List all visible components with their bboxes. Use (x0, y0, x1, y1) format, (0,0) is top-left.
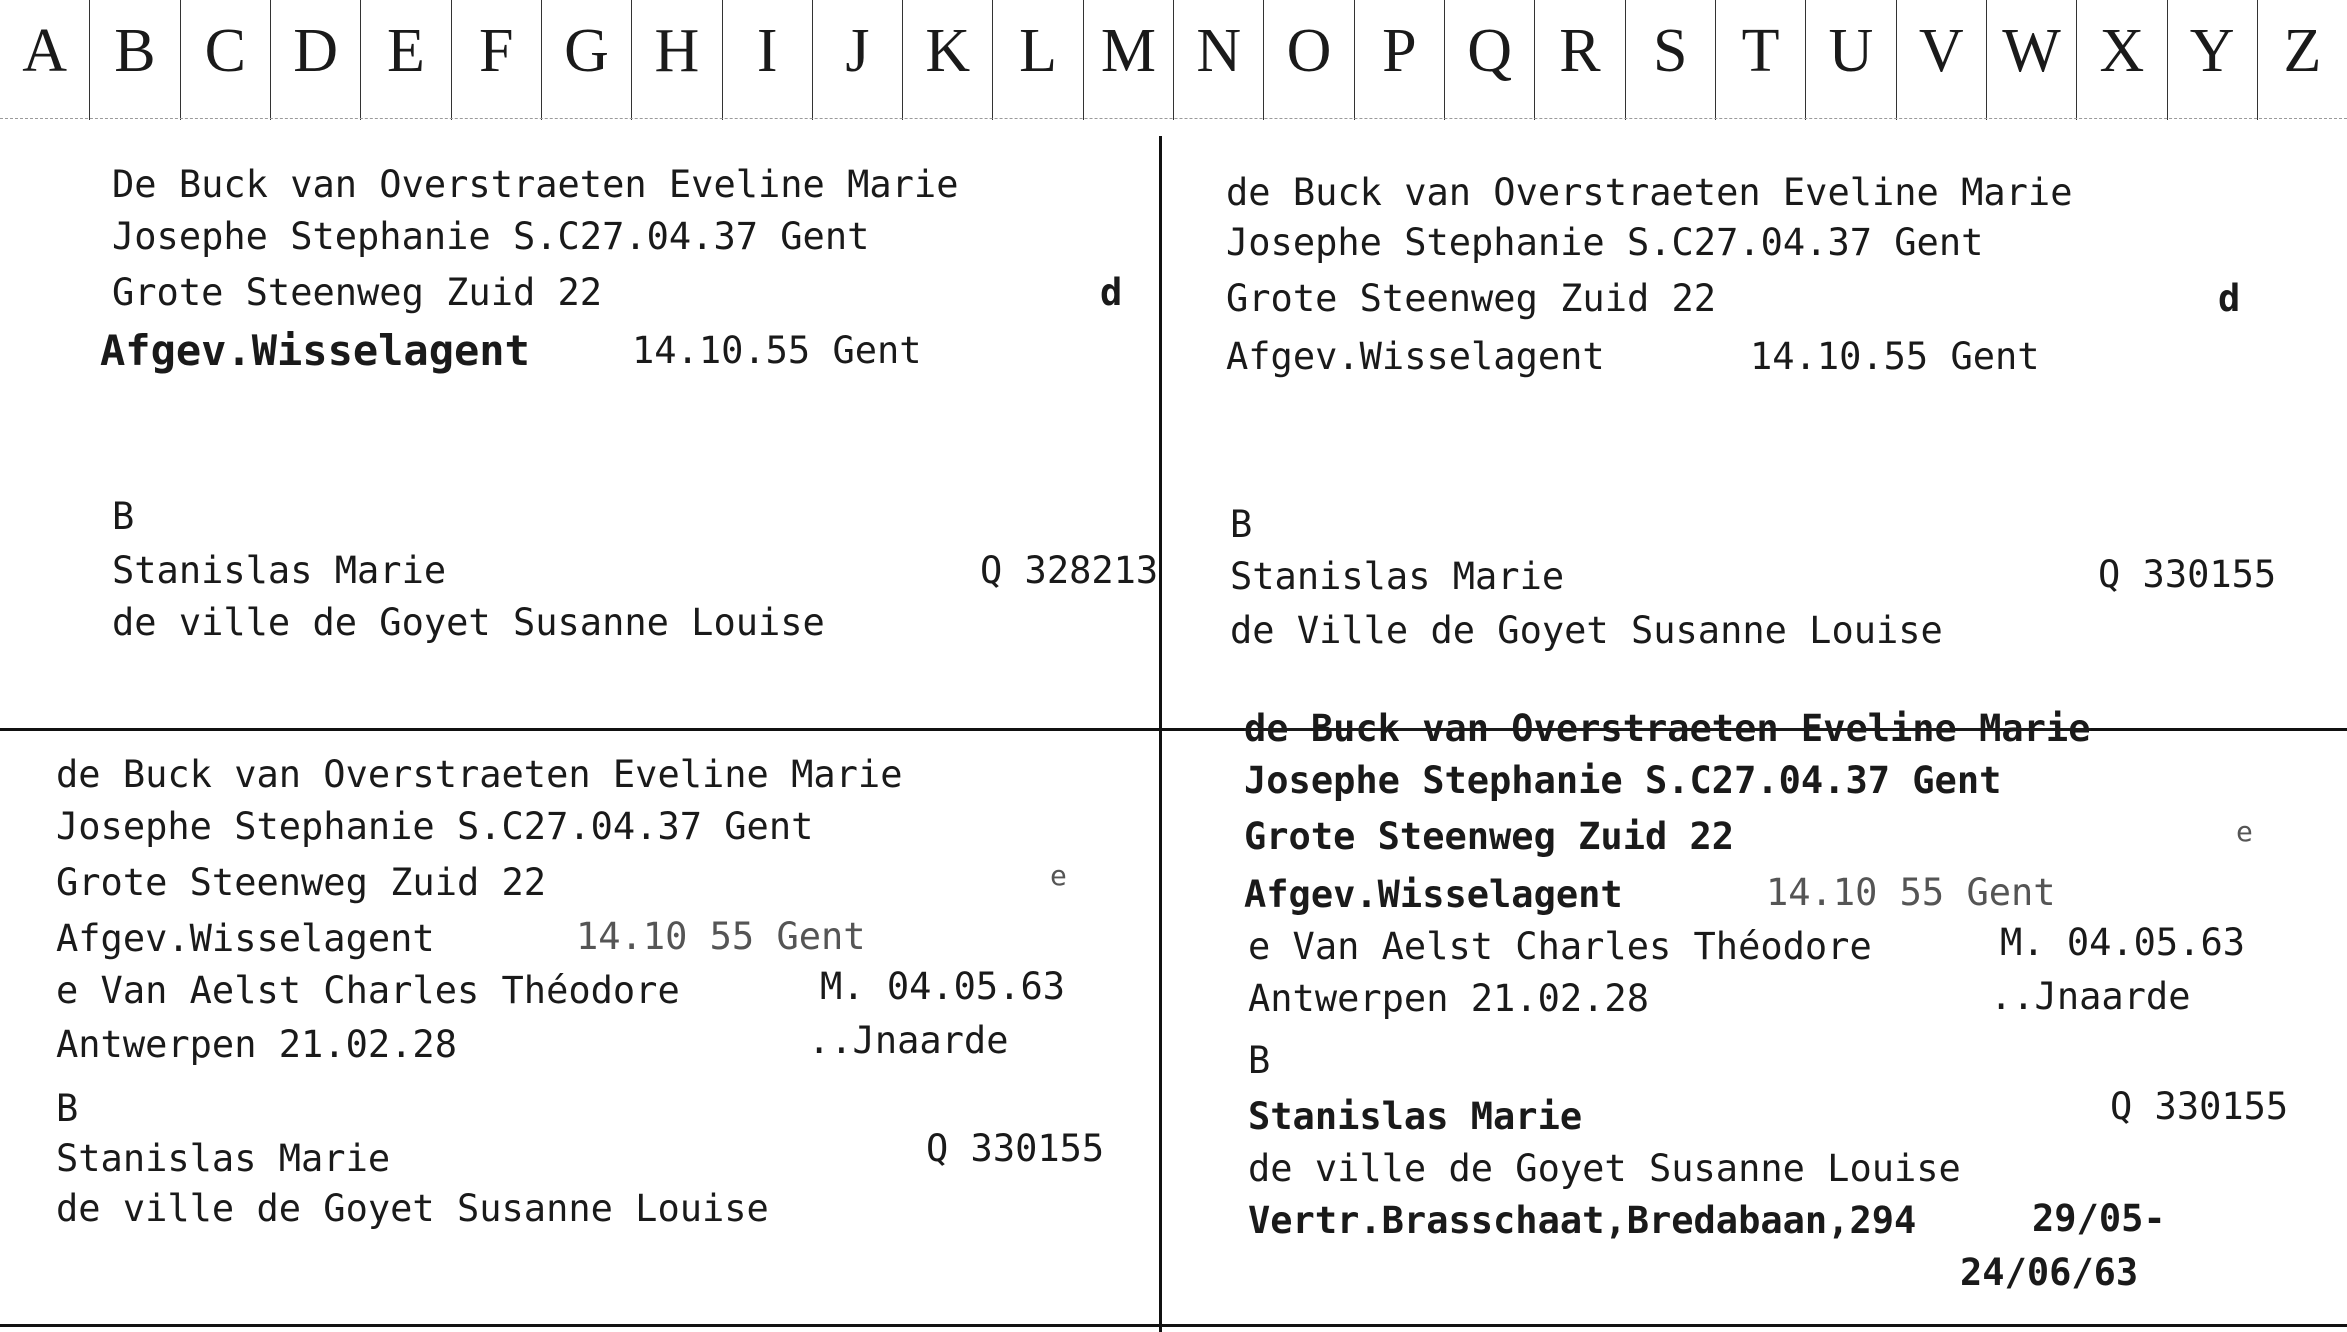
card-b-label: B (56, 1087, 79, 1130)
index-letter-o: O (1264, 0, 1354, 120)
card-birthplace: Antwerpen 21.02.28 (56, 1023, 457, 1066)
index-letter-d: D (271, 0, 361, 120)
index-letter-x: X (2077, 0, 2167, 120)
card-name-line-2: Josephe Stephanie S.C27.04.37 Gent (1244, 759, 2002, 802)
index-letter-s: S (1626, 0, 1716, 120)
index-letter-p: P (1355, 0, 1445, 120)
card-place: ..Jnaarde (808, 1019, 1009, 1062)
card-name-line-1: De Buck van Overstraeten Eveline Marie (112, 163, 959, 206)
card-relation: e Van Aelst Charles Théodore (1248, 925, 1872, 968)
card-spouse: de ville de Goyet Susanne Louise (1248, 1147, 1961, 1190)
card-name-line-2: Josephe Stephanie S.C27.04.37 Gent (56, 805, 814, 848)
card-child-name: Stanislas Marie (1230, 555, 1565, 598)
card-mark: e (2236, 815, 2253, 848)
index-letter-q: Q (1445, 0, 1535, 120)
card-child-name: Stanislas Marie (112, 549, 447, 592)
card-child-name: Stanislas Marie (1248, 1095, 1583, 1138)
strip-base-line (0, 118, 2347, 121)
card-name-line-2: Josephe Stephanie S.C27.04.37 Gent (112, 215, 870, 258)
card-birthplace: Antwerpen 21.02.28 (1248, 977, 1649, 1020)
card-address: Grote Steenweg Zuid 22 (56, 861, 547, 904)
card-name-line-1: de Buck van Overstraeten Eveline Marie (1226, 171, 2073, 214)
index-letter-i: I (723, 0, 813, 120)
card-b-label: B (112, 495, 135, 538)
index-letter-e: E (361, 0, 451, 120)
card-mark: e (1050, 859, 1067, 892)
card-name-line-1: de Buck van Overstraeten Eveline Marie (1244, 707, 2091, 750)
card-child-name: Stanislas Marie (56, 1137, 391, 1180)
card-occupation: Afgev.Wisselagent (1244, 873, 1623, 916)
card-address: Grote Steenweg Zuid 22 (1244, 815, 1735, 858)
card-moved-date-1: 29/05- (2032, 1197, 2166, 1240)
index-letter-g: G (542, 0, 632, 120)
card-name-line-2: Josephe Stephanie S.C27.04.37 Gent (1226, 221, 1984, 264)
card-name-line-1: de Buck van Overstraeten Eveline Marie (56, 753, 903, 796)
card-relation-date: M. 04.05.63 (820, 965, 1066, 1008)
index-letter-f: F (452, 0, 542, 120)
index-letter-n: N (1174, 0, 1264, 120)
index-letter-m: M (1084, 0, 1174, 120)
card-spouse: de ville de Goyet Susanne Louise (112, 601, 825, 644)
card-occupation-date: 14.10 55 Gent (576, 915, 866, 958)
card-b-label: B (1248, 1039, 1271, 1082)
index-letter-b: B (90, 0, 180, 120)
index-letter-l: L (993, 0, 1083, 120)
card-occupation-date: 14.10.55 Gent (632, 329, 922, 372)
index-letter-r: R (1535, 0, 1625, 120)
index-letter-j: J (813, 0, 903, 120)
horizontal-divider-left (0, 728, 1159, 731)
card-mark: d (1100, 271, 1123, 314)
card-relation: e Van Aelst Charles Théodore (56, 969, 680, 1012)
index-letter-c: C (181, 0, 271, 120)
index-letter-w: W (1987, 0, 2077, 120)
card-number: Q 330155 (2098, 553, 2277, 596)
card-b-label: B (1230, 503, 1253, 546)
alphabet-index-strip (0, 0, 2347, 120)
index-letter-t: T (1716, 0, 1806, 120)
card-moved-address: Vertr.Brasschaat,Bredabaan,294 (1248, 1199, 1917, 1242)
card-mark: d (2218, 277, 2241, 320)
vertical-divider (1159, 136, 1162, 1332)
card-number: Q 328213 (980, 549, 1159, 592)
index-letter-h: H (632, 0, 722, 120)
index-letter-u: U (1806, 0, 1896, 120)
bottom-border (0, 1324, 2347, 1327)
card-occupation: Afgev.Wisselagent (100, 326, 530, 375)
index-letter-z: Z (2283, 17, 2322, 85)
card-spouse: de Ville de Goyet Susanne Louise (1230, 609, 1943, 652)
index-letter-a: A (0, 0, 90, 120)
card-occupation-date: 14.10 55 Gent (1766, 871, 2056, 914)
card-number: Q 330155 (2110, 1085, 2289, 1128)
card-moved-date-2: 24/06/63 (1960, 1251, 2139, 1294)
index-letter-y: Y (2168, 0, 2258, 120)
card-place: ..Jnaarde (1990, 975, 2191, 1018)
index-letter-k: K (903, 0, 993, 120)
card-number: Q 330155 (926, 1127, 1105, 1170)
card-spouse: de ville de Goyet Susanne Louise (56, 1187, 769, 1230)
card-address: Grote Steenweg Zuid 22 (1226, 277, 1717, 320)
card-relation-date: M. 04.05.63 (2000, 921, 2246, 964)
card-occupation: Afgev.Wisselagent (56, 917, 435, 960)
card-occupation-date: 14.10.55 Gent (1750, 335, 2040, 378)
index-letter-v: V (1897, 0, 1987, 120)
card-address: Grote Steenweg Zuid 22 (112, 271, 603, 314)
card-occupation: Afgev.Wisselagent (1226, 335, 1605, 378)
